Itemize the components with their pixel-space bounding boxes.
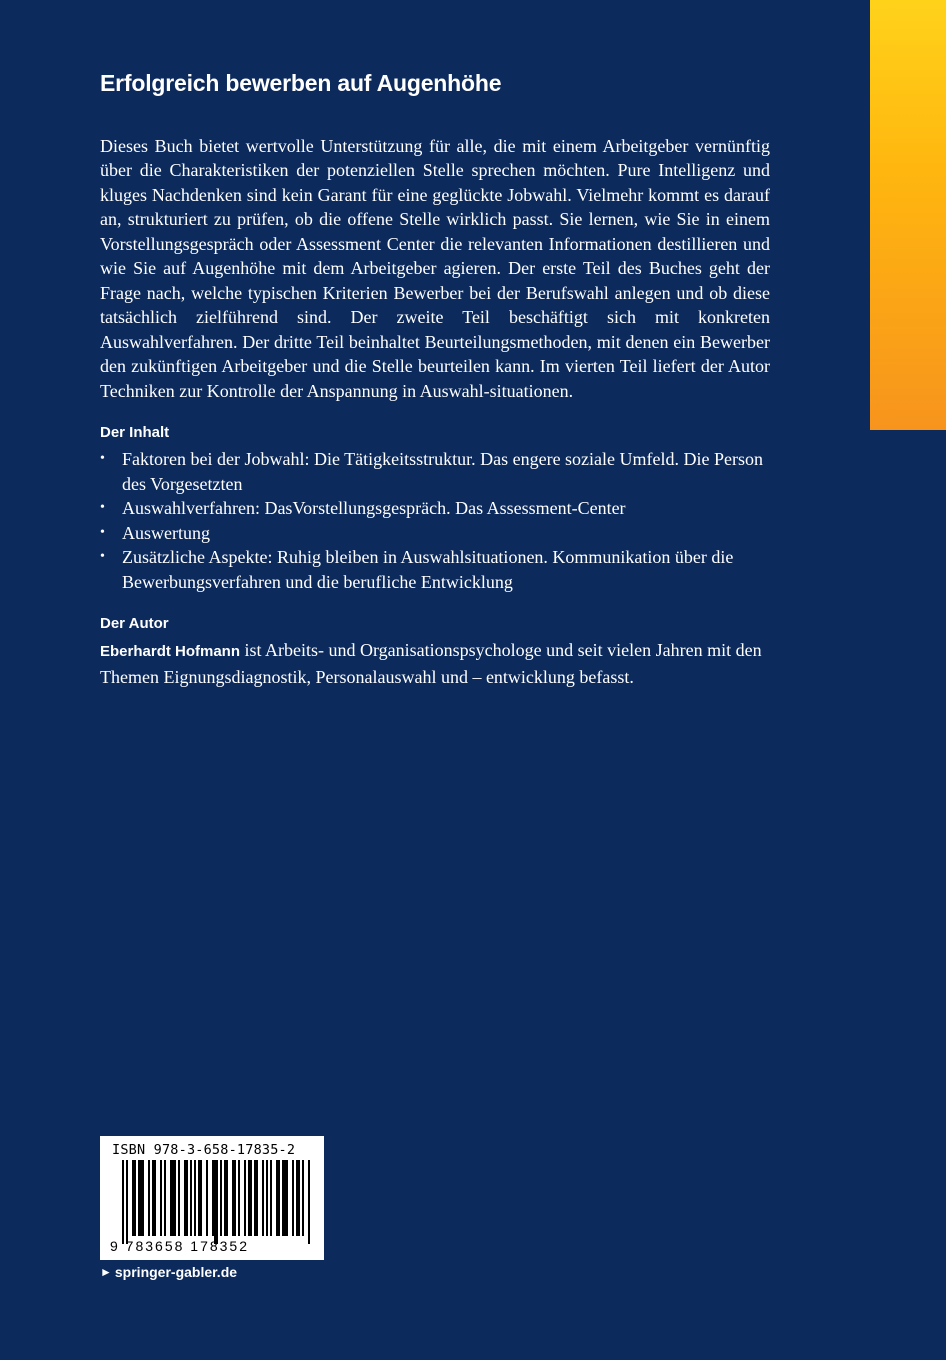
isbn-label: ISBN 978-3-658-17835-2 <box>112 1142 296 1158</box>
bullet-icon: • <box>100 549 105 565</box>
list-item: • Auswahlverfahren: DasVorstellungsgespräch. Das Assessment-Center <box>100 496 770 521</box>
back-cover-content <box>100 70 770 689</box>
list-item: • Auswertung <box>100 521 770 546</box>
barcode-icon <box>122 1160 314 1244</box>
play-arrow-icon: ► <box>100 1265 112 1279</box>
author-heading: Der Autor <box>100 615 169 633</box>
bullet-icon: • <box>100 451 105 467</box>
contents-list <box>100 447 770 594</box>
book-description: Dieses Buch bietet wertvolle Unterstützung für alle, die mit einem Arbeitgeber vernünftig über die Charakteristiken der potenziellen Stelle sprechen möchten. Pure Intelligenz und kluges Nachdenken sind kein Garant für eine geglückte Jobwahl. Vielmehr kommt es darauf an, strukturiert zu prüfen, ob die offene Stelle wirklich passt. Sie lernen, wie Sie in einem Vorstellungsgespräch oder Assessment Center die relevanten Informationen destillieren und wie Sie auf Augenhöhe mit dem Arbeitgeber agieren. Der erste Teil des Buches geht der Frage nach, welche typischen Kriterien Bewerber bei der Berufswahl anlegen und ob diese tatsächlich zielführend sind. Der zweite Teil beschäftigt sich mit konkreten Auswahlverfahren. Der dritte Teil beinhaltet Beurteilungsmethoden, mit denen ein Bewerber den zukünftigen Arbeitgeber und die Stelle beurteilen kann. Im vierten Teil liefert der Autor Techniken zur Kontrolle der Anspannung in Auswahl-situationen. <box>100 135 770 401</box>
publisher-link[interactable]: ► springer-gabler.de <box>100 1264 238 1280</box>
accent-bar <box>870 0 946 430</box>
contents-heading: Der Inhalt <box>100 424 170 442</box>
bullet-icon: • <box>100 500 105 516</box>
bullet-icon: • <box>100 524 105 540</box>
author-bio: Eberhardt Hofmann ist Arbeits- und Organisationspsychologe und seit vielen Jahren mit den Themen Eignungsdiagnostik, Personalauswahl und – entwicklung befasst. <box>100 640 762 687</box>
list-item: • Zusätzliche Aspekte: Ruhig bleiben in Auswahlsituationen. Kommunikation über die Bewerbungsverfahren und die berufliche Entwicklung <box>100 547 734 592</box>
author-name: Eberhardt Hofmann <box>100 643 241 661</box>
list-item: • Faktoren bei der Jobwahl: Die Tätigkeitsstruktur. Das engere soziale Umfeld. Die Person des Vorgesetzten <box>100 449 764 494</box>
isbn-barcode <box>100 1136 324 1260</box>
barcode-digits: 9 783658 178352 <box>110 1238 249 1254</box>
book-title: Erfolgreich bewerben auf Augenhöhe <box>100 70 502 96</box>
